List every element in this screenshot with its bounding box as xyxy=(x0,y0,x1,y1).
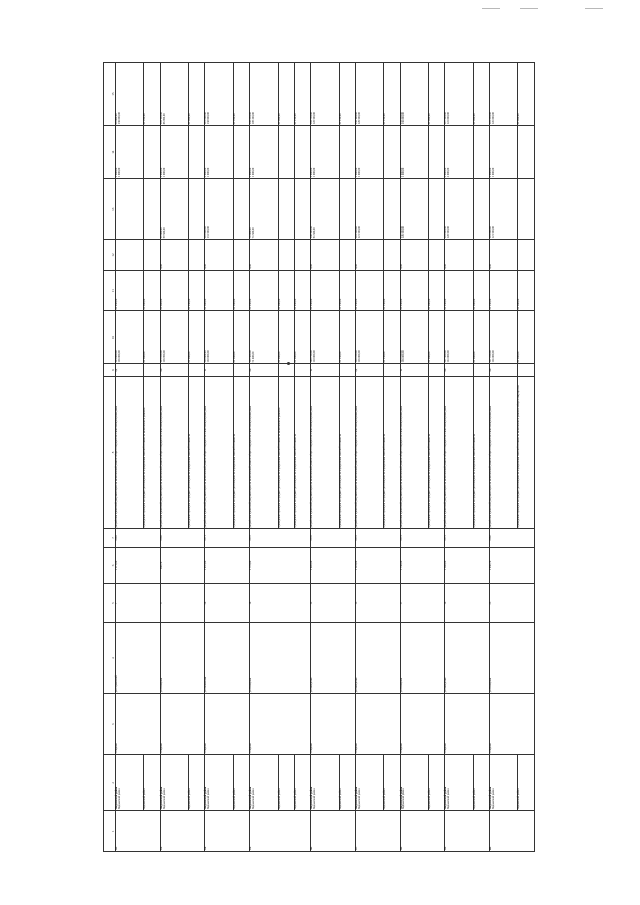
total-value-cell: 41 200,00 xyxy=(278,63,294,126)
sum-value-cell xyxy=(144,179,160,240)
quantity-value-cell: 129 500,00 74 600,00 xyxy=(250,311,278,364)
unit-cell xyxy=(473,364,489,376)
total-value-cell: 41 200,00 xyxy=(473,63,489,126)
row-number-cell: 38. xyxy=(400,811,445,852)
cost-value-cell: 41 200,00 xyxy=(278,270,294,311)
unit-cell: ед xyxy=(116,364,144,376)
cost-value-cell: 41 250,00 xyxy=(311,270,339,311)
unit-cell xyxy=(518,364,535,376)
work-label: Надымский район xyxy=(357,788,361,810)
work-description-cell: проведение проверки на предмет достоверности определения сметной стоимости xyxy=(429,376,445,529)
total-value-cell: 41 200,00 xyxy=(518,63,535,126)
work-description-cell: проведение проверки на предмет достоверности определения сметной стоимости xyxy=(233,376,249,529)
column-header: 14 xyxy=(104,126,116,179)
sum-value-cell xyxy=(278,179,294,240)
ratio-cell: 0,00 xyxy=(355,240,383,271)
district-cell xyxy=(355,755,383,811)
column-header: 8 xyxy=(104,376,116,529)
ratio-cell: 0,00 xyxy=(490,240,518,271)
work-label: Надымский район xyxy=(162,788,166,810)
locality-cell: с.Надым xyxy=(355,694,400,755)
locality-cell: с.Надым xyxy=(205,694,250,755)
locality-cell: с.Надым xyxy=(490,694,535,755)
work-label: Надымский район xyxy=(491,788,495,810)
area-cell: 1 656,70 xyxy=(490,547,535,584)
column-header: 3 xyxy=(104,694,116,755)
area-cell: 1 523,00 xyxy=(355,547,400,584)
work-label-cell: Надымский район xyxy=(294,755,310,811)
ratio-cell: 0,00 xyxy=(311,240,339,271)
fee-value-cell xyxy=(429,126,445,179)
cost-value-cell: 41 100,00 xyxy=(233,270,249,311)
district-name: Надымский район xyxy=(489,786,493,810)
cost-value-cell: 41 050,00 xyxy=(294,270,310,311)
year-cell: 1985 xyxy=(116,529,161,547)
unit-cell xyxy=(294,364,310,376)
street-cell: ул.Полярная xyxy=(160,622,205,693)
work-label-cell: Надымский район xyxy=(339,755,355,811)
quantity-value-cell: 127 500,00 124 000,00 xyxy=(445,311,473,364)
ratio-cell xyxy=(429,240,445,271)
total-value-cell: 135 250,00 138 000,00 xyxy=(400,63,428,126)
fee-value-cell: 1 000,00 1 000,00 xyxy=(400,126,428,179)
area-cell: 1 826,40 xyxy=(311,547,356,584)
work-label-cell: Надымский район xyxy=(189,755,205,811)
unit-cell xyxy=(144,364,160,376)
fee-value-cell xyxy=(144,126,160,179)
quantity-value-cell: 41 200,00 xyxy=(294,311,310,364)
total-value-cell: 114 200,00 130 800,00 xyxy=(205,63,233,126)
district-cell xyxy=(160,755,188,811)
rotated-table-wrapper xyxy=(103,62,535,852)
work-description-cell: проведение проверки на предмет достоверности определения сметной стоимости xyxy=(294,376,310,529)
fee-value-cell xyxy=(294,126,310,179)
work-description-cell: проведение проверки на предмет достоверности определения сметной стоимости капитального ремонта xyxy=(144,376,160,529)
locality-cell: с.Надым xyxy=(250,694,311,755)
cost-value-cell: 41 200,00 xyxy=(429,270,445,311)
row-number-cell: 35. xyxy=(250,811,311,852)
work-description-cell: проведение проверки на предмет достоверности определения сметной стоимости xyxy=(339,376,355,529)
ratio-cell: 0,00 xyxy=(400,240,428,271)
sum-value-cell xyxy=(473,179,489,240)
house-cell: 4 xyxy=(160,584,205,623)
work-description-cell: разработка проектной документации на капитальный ремонт общего имущества в многоквартирном доме xyxy=(205,376,233,529)
quantity-value-cell: 135 250,00 138 000,00 xyxy=(400,311,428,364)
ratio-cell: 0,00 xyxy=(250,240,278,271)
unit-cell: шт xyxy=(490,364,518,376)
total-value-cell: 145 120,00 88 900,00 xyxy=(160,63,188,126)
column-header: 1 xyxy=(104,811,116,852)
fee-value-cell xyxy=(384,126,400,179)
sum-value-cell xyxy=(384,179,400,240)
total-value-cell: 41 150,00 xyxy=(384,63,400,126)
work-description-cell: проведение проверки на предмет достоверности определения сметной стоимости xyxy=(384,376,400,529)
street-cell: ул.Полярная xyxy=(250,622,311,693)
quantity-value-cell: 41 150,00 xyxy=(384,311,400,364)
row-number-cell: 33. xyxy=(160,811,205,852)
cost-value-cell: 41 200,00 xyxy=(473,270,489,311)
table-row xyxy=(445,63,473,852)
header-row xyxy=(104,63,116,852)
district-cell xyxy=(400,755,428,811)
cost-value-cell: 41 250,00 xyxy=(490,270,518,311)
total-value-cell: 41 150,00 xyxy=(294,63,310,126)
district-cell xyxy=(490,755,518,811)
quantity-value-cell: 41 200,00 xyxy=(518,311,535,364)
unit-cell xyxy=(429,364,445,376)
quantity-value-cell: 41 200,00 xyxy=(429,311,445,364)
row-number-cell: 39. xyxy=(445,811,490,852)
capital-repair-table xyxy=(103,62,535,852)
fee-value-cell: 4 000,00 4 000,00 xyxy=(445,126,473,179)
street-cell: ул.Строителей xyxy=(116,622,161,693)
quantity-value-cell: 41 200,00 xyxy=(189,311,205,364)
house-cell: 18 xyxy=(250,584,311,623)
house-cell: 16 xyxy=(445,584,490,623)
house-cell: 12 xyxy=(311,584,356,623)
unit-cell: м xyxy=(400,364,428,376)
work-label-cell: Надымский район xyxy=(429,755,445,811)
unit-cell: шт xyxy=(250,364,278,376)
ratio-cell xyxy=(233,240,249,271)
district-name: Надымский район xyxy=(249,786,253,810)
cost-value-cell: 41 400,00 xyxy=(144,270,160,311)
street-cell: ул.Заводская xyxy=(445,622,490,693)
street-cell: ул.Заводская xyxy=(311,622,356,693)
total-value-cell: 134 100,00 128 500,00 xyxy=(355,63,383,126)
district-name: Надымский район xyxy=(159,786,163,810)
total-value-cell: 41 200,00 xyxy=(189,63,205,126)
street-cell: ул.Ленинская xyxy=(205,622,250,693)
total-value-cell: 40 000,00 138 000,00 xyxy=(116,63,144,126)
sum-value-cell: 118 500,00 121 500,00 xyxy=(355,179,383,240)
fee-value-cell: 1 000,00 1 000,00 xyxy=(250,126,278,179)
cost-value-cell: 41 450,00 xyxy=(250,270,278,311)
work-label: Надымский район xyxy=(447,788,451,810)
district-cell xyxy=(205,755,233,811)
cost-value-cell: 41 200,00 xyxy=(518,270,535,311)
year-cell: 1976 xyxy=(311,529,356,547)
table-row xyxy=(160,63,188,852)
quantity-value-cell: 41 500,00 xyxy=(144,311,160,364)
sum-value-cell: 99 000,00 99 500,00 xyxy=(160,179,188,240)
table-row xyxy=(400,63,428,852)
cost-value-cell: 41 150,00 xyxy=(339,270,355,311)
ratio-cell xyxy=(278,240,294,271)
district-name: Надымский район xyxy=(115,786,118,810)
house-cell: 7 xyxy=(116,584,161,623)
fee-value-cell: 1 000,00 1 000,00 xyxy=(311,126,339,179)
locality-cell: с.Надым xyxy=(400,694,445,755)
scan-edge-mark xyxy=(585,8,603,9)
quantity-value-cell: 130 250,00 128 000,00 xyxy=(355,311,383,364)
area-cell: 1 560,00 xyxy=(445,547,490,584)
quantity-value-cell: 123 000,00 138 000,00 xyxy=(116,311,144,364)
ratio-cell xyxy=(339,240,355,271)
quantity-value-cell: 41 100,00 xyxy=(233,311,249,364)
fee-value-cell xyxy=(518,126,535,179)
quantity-value-cell: 145 420,00 128 900,00 xyxy=(160,311,188,364)
quantity-value-cell: 41 150,00 xyxy=(339,311,355,364)
table-row xyxy=(311,63,339,852)
row-number-cell: 40. xyxy=(490,811,535,852)
table-row xyxy=(490,63,518,852)
cost-value-cell: 41 460,00 xyxy=(160,270,188,311)
table-body xyxy=(116,63,535,852)
district-cell xyxy=(250,755,278,811)
column-header: 13 xyxy=(104,179,116,240)
fee-value-cell xyxy=(473,126,489,179)
unit-cell xyxy=(384,364,400,376)
fee-value-cell xyxy=(233,126,249,179)
scan-edge-mark xyxy=(482,8,500,9)
district-cell xyxy=(116,755,144,811)
unit-cell: шт xyxy=(160,364,188,376)
year-cell: 1975 xyxy=(445,529,490,547)
row-number-cell: 37. xyxy=(355,811,400,852)
unit-cell: м xyxy=(205,364,233,376)
cost-value-cell: 41 250,00 xyxy=(355,270,383,311)
area-cell: 1 756,40 xyxy=(400,547,445,584)
total-value-cell: 41 150,00 xyxy=(339,63,355,126)
table-row xyxy=(205,63,233,852)
work-description-cell: разработка проектной документации на капитальный ремонт общего имущества в многоквартирном доме xyxy=(311,376,339,529)
column-header: 12 xyxy=(104,240,116,271)
work-label: Надымский район xyxy=(402,788,406,810)
table-row xyxy=(250,63,278,852)
table-row xyxy=(116,63,144,852)
cost-value-cell: 41 250,00 xyxy=(445,270,473,311)
locality-cell: с.Надым xyxy=(311,694,356,755)
quantity-value-cell: 41 200,00 xyxy=(473,311,489,364)
ratio-cell xyxy=(189,240,205,271)
sum-value-cell xyxy=(116,179,144,240)
area-cell: 1 770,80 xyxy=(250,547,311,584)
document-table-frame xyxy=(103,62,535,852)
ratio-cell xyxy=(294,240,310,271)
year-cell: 1974 xyxy=(355,529,400,547)
ratio-cell xyxy=(116,240,144,271)
year-cell: 1984 xyxy=(160,529,205,547)
sum-value-cell: 100 380,00 94 500,00 xyxy=(311,179,339,240)
locality-cell: с.Надым xyxy=(445,694,490,755)
unit-cell xyxy=(233,364,249,376)
year-cell: 1973 xyxy=(400,529,445,547)
street-cell: ул.Полярная xyxy=(490,622,535,693)
cost-value-cell: 41 250,00 xyxy=(189,270,205,311)
sum-value-cell: 118 000,00 121 500,00 xyxy=(490,179,518,240)
unit-cell: м xyxy=(311,364,339,376)
district-name: Надымский район xyxy=(204,786,208,810)
ratio-cell: 0,00 xyxy=(205,240,233,271)
column-header: 10 xyxy=(104,311,116,364)
fee-value-cell xyxy=(339,126,355,179)
house-cell: 17 xyxy=(400,584,445,623)
work-label-cell: Надымский район xyxy=(384,755,400,811)
column-header: 6 xyxy=(104,547,116,584)
house-cell: 13 xyxy=(355,584,400,623)
fee-value-cell xyxy=(278,126,294,179)
table-row xyxy=(355,63,383,852)
work-label: Надымский район xyxy=(207,788,211,810)
work-description-cell: разработка проектной документации на капитальный ремонт общего имущества в многоквартирном доме xyxy=(355,376,383,529)
row-number-cell: 34. xyxy=(205,811,250,852)
unit-cell: ед xyxy=(355,364,383,376)
ratio-cell xyxy=(144,240,160,271)
sum-value-cell: 76 000,00 74 500,00 xyxy=(250,179,278,240)
total-value-cell: 140 250,00 109 200,00 xyxy=(250,63,278,126)
ratio-cell xyxy=(384,240,400,271)
quantity-value-cell: 110 800,00 130 000,00 xyxy=(205,311,233,364)
column-header: 7 xyxy=(104,529,116,547)
house-cell: 58 xyxy=(205,584,250,623)
area-cell: 1 057,00 xyxy=(205,547,250,584)
cost-value-cell: 41 450,00 xyxy=(400,270,428,311)
sum-value-cell xyxy=(429,179,445,240)
sum-value-cell xyxy=(189,179,205,240)
column-header: 11 xyxy=(104,270,116,311)
total-value-cell: 41 200,00 xyxy=(429,63,445,126)
locality-cell: с.Надым xyxy=(160,694,205,755)
year-cell: 1972 xyxy=(250,529,311,547)
work-description-cell: проведение проверки на предмет достоверности определения сметной стоимости капитального ремонта общего имущества xyxy=(518,376,535,529)
ratio-cell xyxy=(518,240,535,271)
quantity-value-cell: 180 750,00 120 000,00 xyxy=(311,311,339,364)
district-cell xyxy=(311,755,339,811)
column-header: 9 xyxy=(104,364,116,376)
sum-value-cell xyxy=(233,179,249,240)
work-label-cell: Надымский район xyxy=(518,755,535,811)
year-cell: 1982 xyxy=(490,529,535,547)
total-value-cell: 124 250,00 126 000,00 xyxy=(490,63,518,126)
year-cell: 1971 xyxy=(205,529,250,547)
unit-cell xyxy=(278,364,294,376)
quantity-value-cell: 41 200,00 xyxy=(278,311,294,364)
scan-edge-mark xyxy=(520,8,538,9)
fee-value-cell: 1 000,00 1 000,00 xyxy=(160,126,188,179)
fee-value-cell: 1 000,00 1 000,00 xyxy=(355,126,383,179)
cost-value-cell: 41 150,00 xyxy=(384,270,400,311)
unit-cell xyxy=(189,364,205,376)
ratio-cell xyxy=(473,240,489,271)
work-label: Надымский район xyxy=(313,788,317,810)
sum-value-cell xyxy=(518,179,535,240)
sum-value-cell: 123 800,00 120 500,00 xyxy=(445,179,473,240)
sum-value-cell: 110 800,00 131 500,00 xyxy=(205,179,233,240)
sum-value-cell xyxy=(294,179,310,240)
column-header: 4 xyxy=(104,622,116,693)
fee-value-cell: 1 000,00 1 000,00 xyxy=(116,126,144,179)
unit-cell: шт xyxy=(445,364,473,376)
work-description-cell: разработка проектной документации на капитальный ремонт общего имущества в многоквартирном доме xyxy=(445,376,473,529)
total-value-cell: 41 250,00 xyxy=(144,63,160,126)
district-name: Надымский район xyxy=(310,786,314,810)
area-cell: 900,70 xyxy=(160,547,205,584)
work-description-cell: проведение проверки на предмет достоверности определения сметной стоимости xyxy=(473,376,489,529)
quantity-value-cell: 127 250,00 126 000,00 xyxy=(490,311,518,364)
work-label: Надымский район xyxy=(251,788,255,810)
area-cell: 1 171,40 xyxy=(116,547,161,584)
work-description-cell: разработка проектной документации на капитальный ремонт общего имущества в многоквартирном доме xyxy=(250,376,278,529)
street-cell: ул.Заводская xyxy=(355,622,400,693)
work-label-cell: Надымский район xyxy=(144,755,160,811)
row-number-cell: 32. xyxy=(116,811,161,852)
district-name: Надымский район xyxy=(399,786,403,810)
sum-value-cell: 132 900,00 128 500,00 xyxy=(400,179,428,240)
sum-value-cell xyxy=(339,179,355,240)
work-label-cell: Надымский район xyxy=(278,755,294,811)
locality-cell: с.Надым xyxy=(116,694,161,755)
column-header: 5 xyxy=(104,584,116,623)
fee-value-cell: 4 000,00 1 000,00 xyxy=(490,126,518,179)
total-value-cell: 127 500,00 124 000,00 xyxy=(445,63,473,126)
fee-value-cell xyxy=(189,126,205,179)
work-label: Надымский район xyxy=(117,788,121,810)
cost-value-cell: 41 500,00 xyxy=(205,270,233,311)
work-description-cell: проведение проверки на предмет достоверности определения сметной стоимости капитального ремонта xyxy=(278,376,294,529)
fee-value-cell: 4 000,00 1 000,00 xyxy=(205,126,233,179)
house-cell: 25 xyxy=(490,584,535,623)
column-header: 2 xyxy=(104,755,116,811)
work-label-cell: Надымский район xyxy=(473,755,489,811)
work-label-cell: Надымский район xyxy=(233,755,249,811)
total-value-cell: 183 750,00 120 500,00 xyxy=(311,63,339,126)
work-description-cell: разработка проектной документации на капитальный ремонт общего имущества в многоквартирном доме xyxy=(116,376,144,529)
work-description-cell: разработка проектной документации на капитальный ремонт общего имущества в многоквартирном доме xyxy=(400,376,428,529)
total-value-cell: 41 250,00 xyxy=(233,63,249,126)
district-cell xyxy=(445,755,473,811)
street-cell: ул.Полярная xyxy=(400,622,445,693)
ratio-cell: 0,00 xyxy=(445,240,473,271)
work-description-cell: проведение проверки на предмет достоверности определения сметной стоимости xyxy=(189,376,205,529)
district-name: Надымский район xyxy=(354,786,358,810)
work-description-cell: разработка проектной документации на капитальный ремонт общего имущества в многоквартирном доме xyxy=(490,376,518,529)
ratio-cell: 0,00 xyxy=(160,240,188,271)
unit-cell xyxy=(339,364,355,376)
column-header: 15 xyxy=(104,63,116,126)
district-name: Надымский район xyxy=(444,786,448,810)
row-number-cell: 36. xyxy=(311,811,356,852)
work-description-cell: разработка проектной документации на капитальный ремонт общего имущества в многоквартирном доме xyxy=(160,376,188,529)
cost-value-cell: 41 650,00 xyxy=(116,270,144,311)
